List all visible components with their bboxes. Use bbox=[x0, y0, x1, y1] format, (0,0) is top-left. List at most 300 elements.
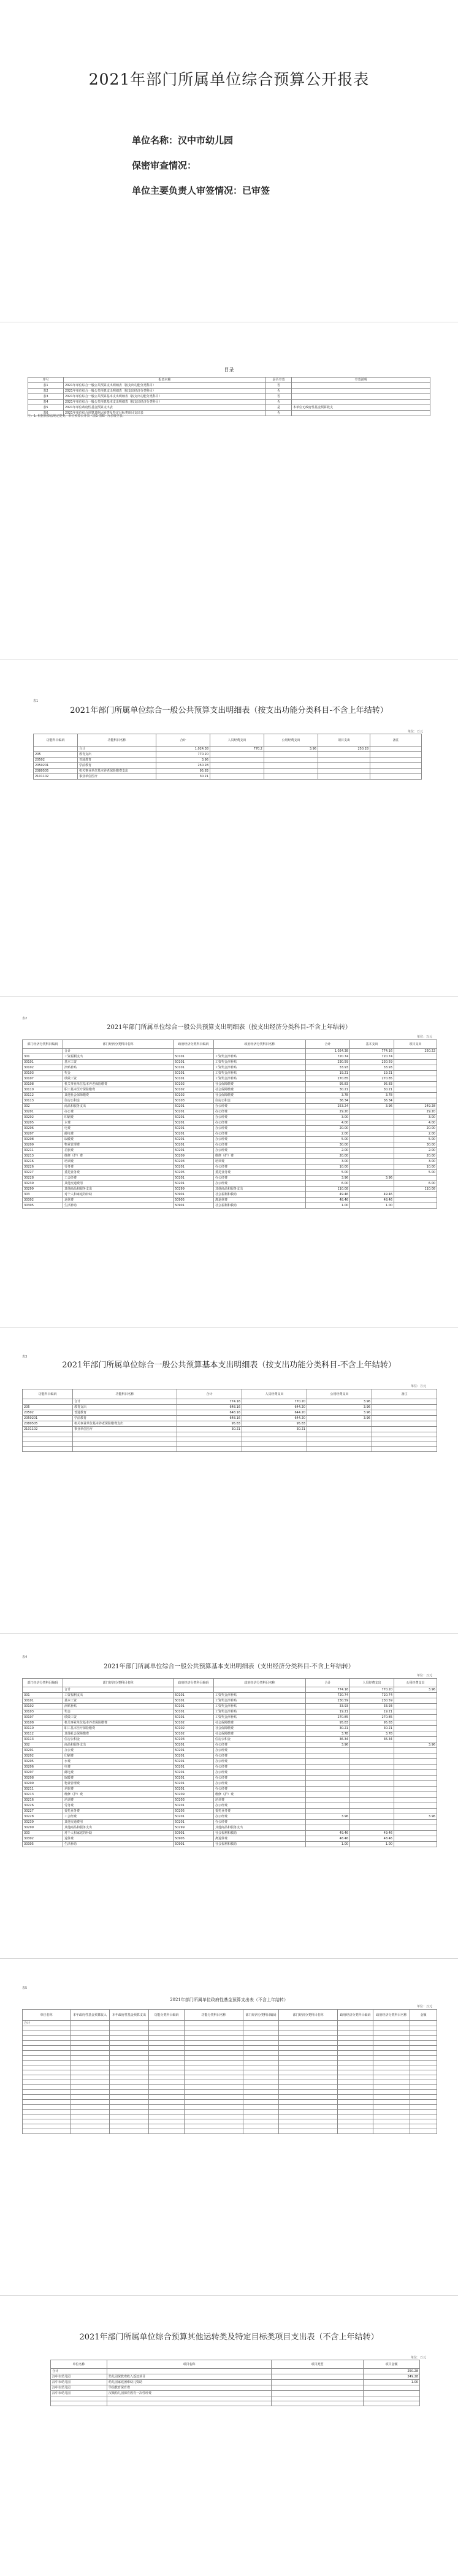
table-cell: 30113 bbox=[23, 1737, 63, 1742]
toc-table bbox=[28, 377, 430, 416]
table-cell: 3.96 bbox=[350, 1104, 394, 1109]
table-cell bbox=[364, 2401, 420, 2406]
table-cell bbox=[23, 2056, 71, 2061]
table-cell bbox=[272, 2396, 364, 2401]
table-cell bbox=[149, 2114, 185, 2119]
table2-unit: 单位：万元 bbox=[417, 1035, 433, 1039]
table-cell bbox=[394, 1065, 437, 1071]
table-cell: 3.96 bbox=[306, 1742, 350, 1748]
table4-tag: 表4 bbox=[22, 1655, 28, 1659]
table-cell bbox=[279, 2090, 338, 2095]
column-header: 部门经济分类科目编码 bbox=[23, 1040, 63, 1049]
table-cell bbox=[394, 1076, 437, 1082]
table-cell bbox=[210, 769, 264, 774]
table-cell: 720.74 bbox=[350, 1693, 394, 1698]
table-cell: 生活补助 bbox=[63, 1842, 174, 1847]
table-row bbox=[23, 1165, 437, 1170]
table-cell: 事业单位医疗 bbox=[78, 774, 156, 780]
table-row bbox=[23, 2129, 437, 2134]
table-cell bbox=[110, 2119, 149, 2124]
table-cell bbox=[394, 1709, 437, 1715]
table-cell bbox=[306, 1753, 350, 1759]
table-cell bbox=[338, 2051, 373, 2056]
table-cell bbox=[372, 1437, 437, 1442]
table-cell: 住房公积金 bbox=[63, 1098, 174, 1104]
table-cell bbox=[110, 2056, 149, 2061]
table-cell: 20.00 bbox=[306, 1126, 350, 1131]
table-cell: 委托业务费 bbox=[63, 1170, 174, 1176]
table-cell bbox=[394, 1836, 437, 1842]
table-cell: 2101102 bbox=[34, 774, 78, 780]
table-cell bbox=[373, 2051, 410, 2056]
table-cell: 维修（护）费 bbox=[214, 1153, 306, 1159]
table1 bbox=[33, 734, 422, 780]
table-cell bbox=[394, 1715, 437, 1720]
column-header: 合计 bbox=[306, 1679, 350, 1687]
table-cell bbox=[338, 2036, 373, 2041]
table-cell bbox=[410, 2061, 437, 2065]
table-cell bbox=[264, 763, 318, 769]
table-cell bbox=[71, 2124, 110, 2129]
table-cell: 邮电费 bbox=[63, 1131, 174, 1137]
table-cell bbox=[372, 1432, 437, 1437]
table6-page bbox=[0, 2298, 458, 2576]
table-cell bbox=[242, 1442, 307, 1447]
table-cell bbox=[318, 774, 370, 780]
table-cell: 3.78 bbox=[306, 1093, 350, 1098]
table-cell bbox=[394, 1098, 437, 1104]
table-cell bbox=[370, 774, 422, 780]
table-cell bbox=[243, 2021, 279, 2026]
table-cell bbox=[23, 2026, 71, 2031]
table2-tag: 表2 bbox=[22, 1017, 28, 1020]
table-cell: 办公经费 bbox=[214, 1115, 306, 1120]
table-cell bbox=[71, 2100, 110, 2105]
table-cell: 办公经费 bbox=[214, 1104, 306, 1109]
table-cell bbox=[373, 2031, 410, 2036]
table-cell: 3.96 bbox=[350, 1176, 394, 1181]
table-cell: 办公经费 bbox=[214, 1765, 306, 1770]
table-row bbox=[23, 1159, 437, 1165]
table-cell bbox=[306, 1809, 350, 1814]
table-cell: 36.34 bbox=[306, 1098, 350, 1104]
table-cell: 95.83 bbox=[306, 1082, 350, 1087]
table-cell: 30113 bbox=[23, 1098, 63, 1104]
table-cell: 其他社会保障缴费 bbox=[63, 1093, 174, 1098]
table-row bbox=[23, 1142, 437, 1148]
table-cell bbox=[279, 2105, 338, 2110]
table-row bbox=[23, 1104, 437, 1109]
table-cell bbox=[410, 2070, 437, 2075]
table-cell: 3.96 bbox=[307, 1399, 372, 1405]
table-cell bbox=[149, 2021, 185, 2026]
table-cell: 50905 bbox=[174, 1198, 214, 1203]
table3-title: 2021年部门所属单位综合一般公共预算基本支出明细表（按支出功能分类科目-不含上年结转） bbox=[62, 1361, 396, 1370]
table-cell: 3.96 bbox=[307, 1416, 372, 1421]
column-header: 备注 bbox=[370, 734, 422, 747]
table-cell: 30.21 bbox=[350, 1087, 394, 1093]
table-cell: 30227 bbox=[23, 1809, 63, 1814]
table-cell: 社会福利和救助 bbox=[214, 1192, 306, 1198]
table-cell bbox=[110, 2080, 149, 2085]
table-cell: 工资奖金津补贴 bbox=[214, 1709, 306, 1715]
table6-title: 2021年部门所属单位综合预算其他运转类及特定目标类项目支出表（不含上年结转） bbox=[79, 2333, 379, 2342]
table-cell: 50101 bbox=[174, 1054, 214, 1060]
table-cell: 270.85 bbox=[350, 1076, 394, 1082]
table-cell: 50101 bbox=[174, 1065, 214, 1071]
table-row bbox=[23, 1447, 437, 1452]
table-cell: 办公经费 bbox=[214, 1181, 306, 1187]
table-cell: 50299 bbox=[174, 1187, 214, 1192]
table-cell: 委托业务费 bbox=[214, 1809, 306, 1814]
table-cell bbox=[410, 2129, 437, 2134]
table-cell: 30.21 bbox=[177, 1427, 242, 1432]
table-cell: 退休费 bbox=[63, 1836, 174, 1842]
table-cell: 学前教育 bbox=[78, 763, 156, 769]
table-cell: 30209 bbox=[23, 1781, 63, 1787]
table-cell bbox=[394, 1748, 437, 1753]
table-cell: 办公经费 bbox=[214, 1753, 306, 1759]
table-cell: 3.78 bbox=[350, 1731, 394, 1737]
table-cell bbox=[350, 1142, 394, 1148]
table-cell bbox=[110, 2065, 149, 2070]
table-cell bbox=[185, 2031, 243, 2036]
column-header: 人员经费支出 bbox=[210, 734, 264, 747]
column-header: 合计 bbox=[177, 1389, 242, 1399]
table-cell: 20502 bbox=[34, 758, 78, 763]
table-cell: 95.83 bbox=[350, 1082, 394, 1087]
table-cell bbox=[350, 1792, 394, 1798]
table-cell: 1.00 bbox=[306, 1842, 350, 1847]
table-cell: 其他商品和服务支出 bbox=[214, 1825, 306, 1831]
table-cell: 奖金 bbox=[63, 1709, 174, 1715]
table-cell: 3.78 bbox=[350, 1093, 394, 1098]
table-cell: 253.24 bbox=[306, 1104, 350, 1109]
table-cell: 社会保障缴费 bbox=[214, 1720, 306, 1726]
table-row bbox=[23, 1131, 437, 1137]
table-cell bbox=[279, 2129, 338, 2134]
table-cell bbox=[243, 2036, 279, 2041]
table-cell: 30216 bbox=[23, 1159, 63, 1165]
table-cell: 汉中市幼儿园 bbox=[51, 2385, 107, 2391]
table-row bbox=[23, 1120, 437, 1126]
table-row bbox=[23, 1704, 437, 1709]
table-cell: 50201 bbox=[174, 1753, 214, 1759]
table-cell: 社会福利和救助 bbox=[214, 1203, 306, 1209]
table-cell bbox=[306, 1798, 350, 1803]
table3-page bbox=[0, 1330, 458, 1630]
table-cell bbox=[23, 2070, 71, 2075]
table-cell: 29.20 bbox=[306, 1109, 350, 1115]
table-cell bbox=[350, 1809, 394, 1814]
table-cell bbox=[279, 2051, 338, 2056]
table-cell: 302 bbox=[23, 1104, 63, 1109]
table-cell bbox=[373, 2119, 410, 2124]
table-cell bbox=[185, 2036, 243, 2041]
table-cell: 95.83 bbox=[177, 1421, 242, 1427]
table-cell bbox=[51, 2396, 107, 2401]
table-cell bbox=[370, 769, 422, 774]
table-cell bbox=[279, 2124, 338, 2129]
table-cell: 50101 bbox=[174, 1693, 214, 1698]
column-header: 本年政府性基金预算收入 bbox=[71, 2010, 110, 2021]
table-cell bbox=[318, 769, 370, 774]
table-cell: 50205 bbox=[174, 1170, 214, 1176]
table-cell bbox=[279, 2085, 338, 2090]
header-row bbox=[23, 1040, 437, 1049]
table-cell: 50901 bbox=[174, 1842, 214, 1847]
table-cell bbox=[23, 2031, 71, 2036]
column-header: 功能科目编码 bbox=[23, 1389, 73, 1399]
table-cell bbox=[34, 747, 78, 752]
table-cell bbox=[242, 1432, 307, 1437]
table-row bbox=[23, 1726, 437, 1731]
table-row bbox=[23, 1792, 437, 1798]
table-cell: 合计 bbox=[51, 2369, 107, 2374]
table-cell bbox=[350, 1798, 394, 1803]
table-cell bbox=[107, 2401, 272, 2406]
table-row bbox=[51, 2396, 420, 2401]
table-cell: 30226 bbox=[23, 1803, 63, 1809]
table-cell bbox=[23, 2095, 71, 2100]
column-header: 报表名称 bbox=[64, 378, 266, 383]
table-cell: 其他交通费用 bbox=[63, 1820, 174, 1825]
column-header: 功能科目编码 bbox=[34, 734, 78, 747]
table-cell bbox=[149, 2110, 185, 2114]
table-row bbox=[23, 1820, 437, 1825]
column-header: 基本支出 bbox=[350, 1040, 394, 1049]
table-cell bbox=[394, 1060, 437, 1065]
column-header: 部门经济分类科目编码 bbox=[23, 1679, 63, 1687]
table-cell bbox=[410, 2124, 437, 2129]
table-cell bbox=[110, 2090, 149, 2095]
table-row bbox=[23, 1759, 437, 1765]
column-header: 公用经费支出 bbox=[264, 734, 318, 747]
table-cell: 30239 bbox=[23, 1181, 63, 1187]
table-cell: 50101 bbox=[174, 1076, 214, 1082]
column-header: 公用经费支出 bbox=[307, 1389, 372, 1399]
table-row bbox=[23, 1742, 437, 1748]
table-cell: 230.59 bbox=[306, 1698, 350, 1704]
table-cell bbox=[350, 1137, 394, 1142]
table-cell bbox=[350, 1748, 394, 1753]
table-cell: 合计 bbox=[73, 1399, 177, 1405]
table-cell: 36.34 bbox=[306, 1737, 350, 1742]
table-cell bbox=[177, 1432, 242, 1437]
table-cell bbox=[410, 2021, 437, 2026]
table-row bbox=[23, 1405, 437, 1410]
table-cell bbox=[23, 2110, 71, 2114]
table-row bbox=[23, 1437, 437, 1442]
column-header: 项目名称 bbox=[107, 2360, 272, 2369]
table-cell bbox=[338, 2124, 373, 2129]
table-cell bbox=[242, 1447, 307, 1452]
table-cell: 20.00 bbox=[394, 1153, 437, 1159]
table-cell bbox=[71, 2061, 110, 2065]
table-cell bbox=[394, 1809, 437, 1814]
table-cell bbox=[23, 1687, 63, 1693]
table-row bbox=[23, 2056, 437, 2061]
table-row bbox=[23, 1798, 437, 1803]
table-row bbox=[23, 1825, 437, 1831]
toc-footnote: 注：1. 根据预算法规定提交、单位预算公开表（表1-表6）为必填空表。 bbox=[28, 414, 126, 418]
table-cell bbox=[71, 2070, 110, 2075]
table-cell bbox=[149, 2119, 185, 2124]
table-row bbox=[23, 1770, 437, 1776]
table-row bbox=[23, 1082, 437, 1087]
table-cell: 2021年单位综合一般公共预算基本支出明细表（按支出经济分类科目） bbox=[64, 400, 266, 405]
table-cell: 30213 bbox=[23, 1792, 63, 1798]
table-cell: 19.21 bbox=[306, 1709, 350, 1715]
table-cell: 774.16 bbox=[350, 1049, 394, 1054]
table-row bbox=[23, 2036, 437, 2041]
table-cell: 270.85 bbox=[306, 1715, 350, 1720]
table-cell: 2050201 bbox=[23, 1416, 73, 1421]
table-cell bbox=[307, 1432, 372, 1437]
table-cell bbox=[279, 2046, 338, 2051]
table6 bbox=[50, 2360, 420, 2406]
table-row bbox=[23, 2100, 437, 2105]
table-cell: 36.34 bbox=[350, 1737, 394, 1742]
table-cell bbox=[71, 2090, 110, 2095]
table-row bbox=[28, 389, 430, 394]
table-cell: 249.28 bbox=[364, 2374, 420, 2380]
table-cell bbox=[373, 2085, 410, 2090]
table-cell: 1.00 bbox=[350, 1842, 394, 1847]
table-cell bbox=[372, 1442, 437, 1447]
table-cell: 6.00 bbox=[394, 1181, 437, 1187]
table-cell: 644.20 bbox=[242, 1405, 307, 1410]
column-header: 政府经济分类科目名称 bbox=[373, 2010, 410, 2021]
table-cell bbox=[185, 2051, 243, 2056]
table-cell bbox=[149, 2129, 185, 2134]
table3 bbox=[22, 1389, 437, 1452]
table-cell bbox=[394, 1792, 437, 1798]
table-cell: 职工基本医疗保险缴费 bbox=[63, 1726, 174, 1731]
table-cell bbox=[110, 2110, 149, 2114]
table-cell bbox=[373, 2080, 410, 2085]
table-cell: 办公经费 bbox=[214, 1820, 306, 1825]
table-cell: 办公经费 bbox=[214, 1748, 306, 1753]
table-cell bbox=[272, 2401, 364, 2406]
table-row bbox=[23, 1399, 437, 1405]
table-cell bbox=[364, 2385, 420, 2391]
table-cell: 30112 bbox=[23, 1731, 63, 1737]
table-cell: 3.96 bbox=[306, 1176, 350, 1181]
table-cell bbox=[373, 2110, 410, 2114]
table-cell: 培训费 bbox=[214, 1798, 306, 1803]
table-row bbox=[34, 769, 422, 774]
table-cell: 其他商品和服务支出 bbox=[63, 1187, 174, 1192]
table-row bbox=[23, 2021, 437, 2026]
table-cell bbox=[23, 2065, 71, 2070]
table-cell: 电费 bbox=[63, 1765, 174, 1770]
table-cell: 社会保障缴费 bbox=[214, 1726, 306, 1731]
table-cell: 249.28 bbox=[394, 1104, 437, 1109]
table-row bbox=[23, 2110, 437, 2114]
table-cell: 离退休费 bbox=[214, 1198, 306, 1203]
table-cell bbox=[264, 774, 318, 780]
table-cell bbox=[338, 2065, 373, 2070]
table-cell: 30239 bbox=[23, 1820, 63, 1825]
table6-unit: 单位：万元 bbox=[411, 2356, 427, 2360]
table-cell: 4.00 bbox=[306, 1120, 350, 1126]
table1-page bbox=[0, 662, 458, 993]
column-header: 合计 bbox=[156, 734, 210, 747]
table-cell bbox=[110, 2041, 149, 2046]
table2-title: 2021年部门所属单位综合一般公共预算支出明细表（按支出经济分类科目-不含上年结转） bbox=[107, 1024, 351, 1031]
table-cell: 2021年单位综合一般公共预算支出明细表（按支出功能分类科目） bbox=[64, 383, 266, 389]
table-cell: 培训费 bbox=[63, 1159, 174, 1165]
toc-title: 目录 bbox=[224, 367, 234, 373]
table-cell: 50205 bbox=[174, 1809, 214, 1814]
table-cell bbox=[23, 1049, 63, 1054]
table-cell bbox=[71, 2036, 110, 2041]
toc-page bbox=[0, 325, 458, 656]
table-cell: 30.21 bbox=[306, 1087, 350, 1093]
table-cell bbox=[394, 1842, 437, 1847]
table-cell: 机关事业单位基本养老保险缴费 bbox=[63, 1082, 174, 1087]
table-cell bbox=[338, 2090, 373, 2095]
table-cell: 否 bbox=[266, 394, 292, 400]
table-cell bbox=[110, 2070, 149, 2075]
table-cell: 30202 bbox=[23, 1115, 63, 1120]
table-cell bbox=[338, 2075, 373, 2080]
table-row bbox=[23, 1109, 437, 1115]
table-cell bbox=[410, 2095, 437, 2100]
table-cell bbox=[149, 2026, 185, 2031]
table-cell bbox=[73, 1432, 177, 1437]
column-header: 人员经费支出 bbox=[350, 1679, 394, 1687]
table-cell bbox=[107, 2369, 272, 2374]
table-cell bbox=[364, 2396, 420, 2401]
table-cell bbox=[210, 763, 264, 769]
table-cell bbox=[410, 2080, 437, 2085]
table-cell: 30205 bbox=[23, 1759, 63, 1765]
table4-page bbox=[0, 1636, 458, 1955]
table-cell: 20502 bbox=[23, 1410, 73, 1416]
table-cell: 办公经费 bbox=[214, 1176, 306, 1181]
table-cell bbox=[350, 1109, 394, 1115]
table-cell: 33.93 bbox=[350, 1065, 394, 1071]
table-cell: 津贴补贴 bbox=[63, 1065, 174, 1071]
table-cell: 30206 bbox=[23, 1126, 63, 1131]
table-cell: 办公经费 bbox=[214, 1742, 306, 1748]
table-row bbox=[23, 2090, 437, 2095]
table-cell bbox=[338, 2080, 373, 2085]
table-cell bbox=[373, 2065, 410, 2070]
table-row bbox=[51, 2401, 420, 2406]
table-cell: 48.46 bbox=[306, 1836, 350, 1842]
table-cell bbox=[73, 1442, 177, 1447]
table-row bbox=[23, 1416, 437, 1421]
table-cell bbox=[394, 1803, 437, 1809]
table-cell: 50103 bbox=[174, 1098, 214, 1104]
table-cell bbox=[110, 2095, 149, 2100]
column-header: 功能分类科目编码 bbox=[149, 2010, 185, 2021]
table-cell: 工资奖金津补贴 bbox=[214, 1054, 306, 1060]
table-cell bbox=[350, 1776, 394, 1781]
table-cell bbox=[185, 2070, 243, 2075]
table-cell bbox=[149, 2085, 185, 2090]
table-row bbox=[23, 1427, 437, 1432]
table-cell bbox=[243, 2046, 279, 2051]
column-header: 项目支出 bbox=[394, 1040, 437, 1049]
table-row bbox=[23, 1753, 437, 1759]
table-cell: 奖金 bbox=[63, 1071, 174, 1076]
table-cell bbox=[110, 2021, 149, 2026]
table-cell bbox=[373, 2114, 410, 2119]
